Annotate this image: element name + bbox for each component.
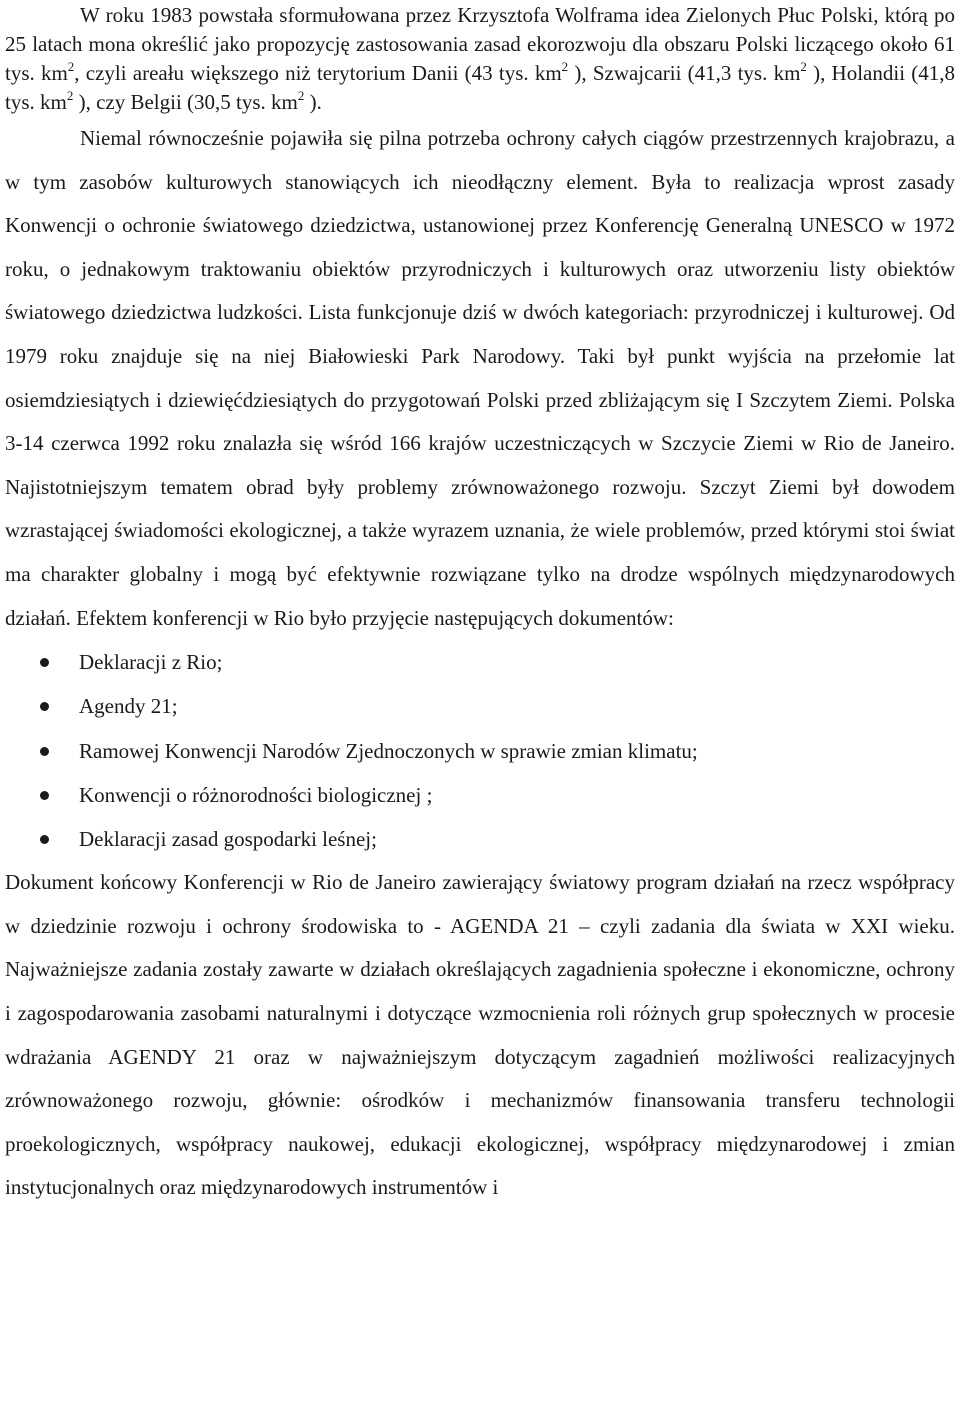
superscript-2: 2 [561,59,569,74]
intro-text-1: W roku 1983 powstała sformułowana przez Krzysztofa Wolframa idea Zielonych Płuc Polski, którą po 25 latach mona określić jako propozycję zastosowania zasad ekorozwoju dla obszaru Polski liczącego około 61 tys. km [5,3,955,85]
list-item-text: Deklaracji z Rio; [79,650,223,675]
list-item [5,729,955,773]
bullet-icon [40,702,49,711]
bullet-icon [40,791,49,800]
list-item [5,684,955,728]
paragraph-rio-summit: Niemal równocześnie pojawiła się pilna potrzeba ochrony całych ciągów przestrzennych krajobrazu, a w tym zasobów kulturowych stanowiących ich nieodłączny element. Była to realizacja wprost zasady Konwencji o ochronie światowego dziedzictwa, ustanowionej przez Konferencję Generalną UNESCO w 1972 roku, o jednakowym traktowaniu obiektów przyrodniczych i kulturowych oraz utworzeniu listy obiektów światowego dziedzictwa ludzkości. Lista funkcjonuje dziś w dwóch kategoriach: przyrodniczej i kulturowej. Od 1979 roku znajduje się na niej Białowieski Park Narodowy. Taki był punkt wyjścia na przełomie lat osiemdziesiątych i dziewięćdziesiątych do przygotowań Polski przed zbliżającym się I Szczytem Ziemi. Polska 3-14 czerwca 1992 roku znalazła się wśród 166 krajów uczestniczących w Szczycie Ziemi w Rio de Janeiro. Najistotniejszym tematem obrad były problemy zrównoważonego rozwoju. Szczyt Ziemi był dowodem wzrastającej świadomości ekologicznej, a także wyrazem uznania, że wiele problemów, przed którymi stoi świat ma charakter globalny i mogą być efektywnie rozwiązane tylko na drodze wspólnych międzynarodowych działań. Efektem konferencji w Rio było przyjęcie następujących dokumentów: [5,126,955,630]
document-page [5,0,955,1210]
superscript-2: 2 [297,88,305,103]
intro-text-2: , czyli areału większego niż terytorium Danii (43 tys. km [74,61,562,85]
documents-list [5,640,955,861]
paragraph-agenda-21: Dokument końcowy Konferencji w Rio de Janeiro zawierający światowy program działań na rzecz współpracy w dziedzinie rozwoju i ochrony środowiska to - AGENDA 21 – czyli zadania dla świata w XXI wieku. Najważniejsze zadania zostały zawarte w działach określających zagadnienia społeczne i ekonomiczne, ochrony i zagospodarowania zasobami naturalnymi i dotyczące wzmocnienia roli różnych grup społecznych w procesie wdrażania AGENDY 21 oraz w najważniejszym dotyczącym zagadnień możliwości realizacyjnych zrównoważonego rozwoju, głównie: ośrodków i mechanizmów finansowania transferu technologii proekologicznych, współpracy naukowej, edukacji ekologicznej, współpracy międzynarodowej i zmian instytucjonalnych oraz międzynarodowych instrumentów i [5,870,955,1200]
bullet-icon [40,747,49,756]
superscript-2: 2 [66,88,74,103]
intro-text-4: ), Holandii (41,8 tys. km [5,61,955,114]
list-item-text: Deklaracji zasad gospodarki leśnej; [79,826,377,851]
list-item-text: Agendy 21; [79,694,178,719]
list-item-text: Ramowej Konwencji Narodów Zjednoczonych w sprawie zmian klimatu; [79,738,698,763]
list-item-text: Konwencji o różnorodności biologicznej ; [79,782,433,807]
bullet-icon [40,658,49,667]
intro-text-3: ), Szwajcarii (41,3 tys. km [568,61,801,85]
list-item [5,640,955,684]
superscript-2: 2 [67,59,75,74]
list-item [5,773,955,817]
bullet-icon [40,835,49,844]
intro-text-6: ). [304,90,322,114]
intro-text-5: ), czy Belgii (30,5 tys. km [73,90,298,114]
list-item [5,817,955,861]
paragraph-intro [5,0,955,117]
superscript-2: 2 [800,59,807,74]
